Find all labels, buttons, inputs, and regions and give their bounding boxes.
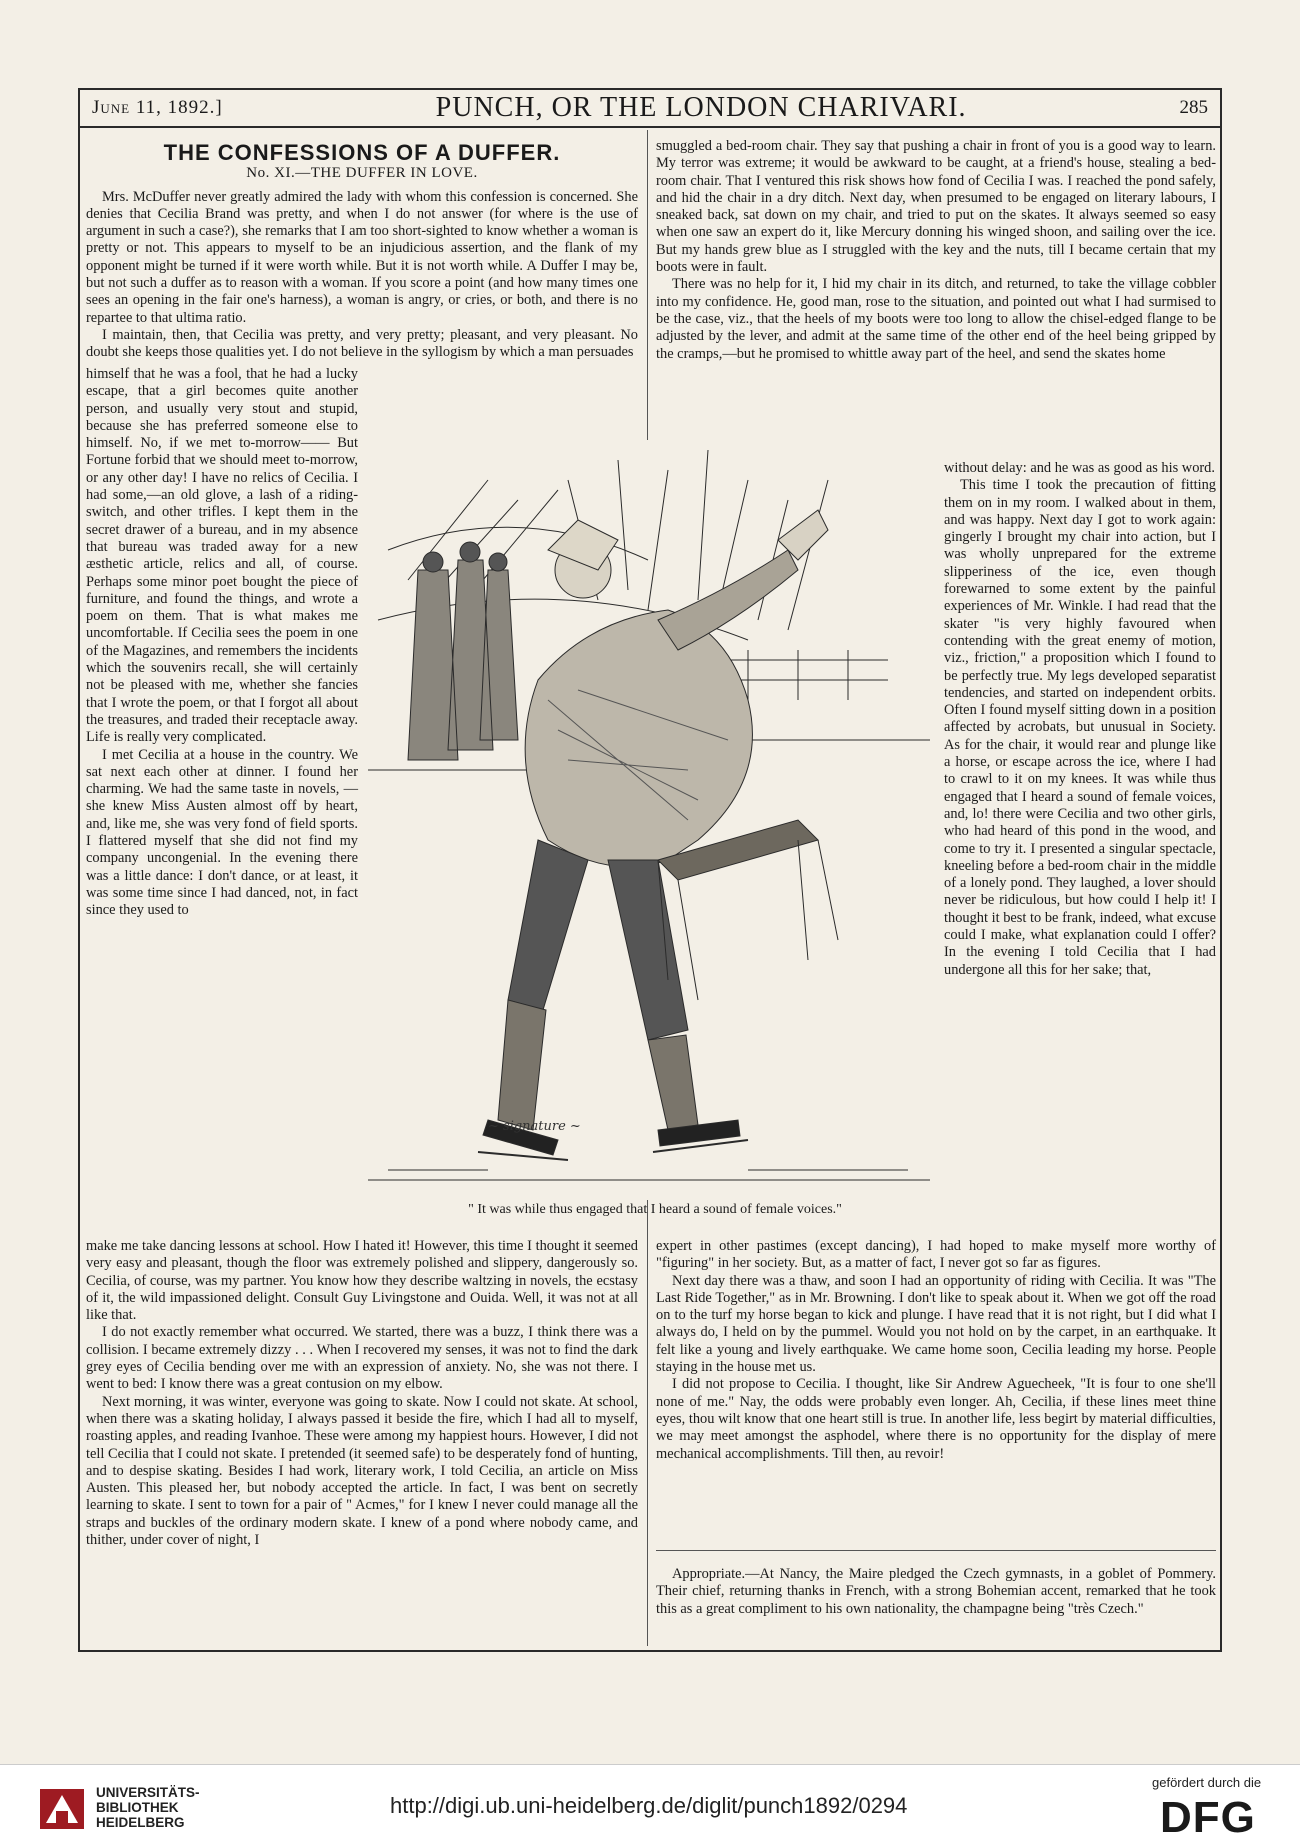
article-subtitle: No. XI.—THE DUFFER IN LOVE. <box>246 165 478 182</box>
engraving-image <box>368 440 930 1200</box>
paragraph: expert in other pastimes (except dancing), I had hoped to make myself more worthy of "figuring" in her society. But, as a matter of fact, I never got so far as figures. <box>656 1238 1216 1272</box>
artist-signature: ~ signature ~ <box>488 1119 581 1134</box>
article-column-2-narrow <box>944 460 1216 1238</box>
section-divider <box>656 1550 1216 1551</box>
article-column-2-top <box>656 138 1216 470</box>
article-column-1-top <box>86 138 638 366</box>
appropriate-note <box>656 1566 1216 1646</box>
article-column-1-bottom <box>86 1238 638 1646</box>
paragraph: I do not exactly remember what occurred. We started, there was a buzz, I think there was a collision. I became extremely dizzy . . . When I recovered my senses, it was not to find the dark grey eyes of Cecilia bending over me with an expression of anxiety. No, she was not there. I went to bed: I know there was a great contusion on my elbow. <box>86 1324 638 1393</box>
library-seal-icon <box>36 1785 88 1833</box>
paragraph: smuggled a bed-room chair. They say that pushing a chair in front of you is a good way to learn. My terror was extreme; it would be awkward to be caught, at a friend's house, stealing a bed-room chair. That I ventured this risk shows how fond of Cecilia I was. I reached the pond safely, and hid the chair in a dry ditch. Next day, when presumed to be engaged on literary labours, I sneaked back, sat down on my chair, and tried to put on the skates. It always seemed so easy when one saw an expert do it, like Mercury donning his winged shoon, and sailing over the ice. But my hands grew blue as I struggled with the key and the nuts, till I became certain that my boots were in fault. <box>656 138 1216 276</box>
illustration-caption: " It was while thus engaged that I heard a sound of female voices." <box>468 1202 842 1217</box>
paragraph: This time I took the precaution of fitting them on in my room. I walked about in them, and was happy. Next day I got to work again: gingerly I brought my chair into action, but I was wholly unprepared for the extreme slipperiness of the ice, even though forewarned to some extent by the painful experiences of Mr. Winkle. I had read that the skater "is very highly favoured when contending with the great enemy of motion, viz., friction," a proposition which I found to be perfectly true. My legs developed separatist tendencies, and started on independent orbits. Often I found myself sitting down in a position affected by acrobats, but unusual in Society. As for the chair, it would rear and plunge like a horse, or escape across the ice, where I had to crawl to it on my knees. It was while thus engaged that I heard a sound of female voices, and, lo! there were Cecilia and two other girls, who had heard of this pond in the wood, and come to try it. I presented a singular spectacle, kneeling before a bed-room chair in the middle of a lonely pond. They laughed, a lover should never be ridiculous, but how could I help it! I thought it best to be frank, indeed, what excuse could I make, what explanation could I offer? In the evening I told Cecilia that I had undergone all this for her sake; that, <box>944 477 1216 978</box>
article-column-1-narrow <box>86 366 358 1238</box>
paragraph: Mrs. McDuffer never greatly admired the lady with whom this confession is concerned. She denies that Cecilia Brand was pretty, and when I do not answer (for where is the use of argument in such a case?), she remarks that I am too short-sighted to know whether a woman is pretty or not. This appears to myself to be an injudicious assertion, and the flank of my opponent might be turned if it were worth while. But it is not worth while. A Duffer I may be, but not such a duffer as to reason with a woman. If you score a point (and how many times one sees an opening in the fair one's harness), a woman is angry, or cries, or both, and there is no repartee to that ultima ratio. <box>86 188 638 326</box>
paragraph: I met Cecilia at a house in the country. We sat next each other at dinner. I found her charming. We had the same taste in novels, —she knew Miss Austen almost off by heart, and, like me, she was very fond of field sports. I flattered myself that she did not find my company uncongenial. In the evening there was a little dance: I don't dance, or at least, it was some time since I had danced, not, in fact since they used to <box>86 746 358 919</box>
paragraph: There was no help for it, I hid my chair in its ditch, and returned, to take the village cobbler into my confidence. He, good man, rose to the situation, and pointed out what I had surmised to be the case, viz., that the heels of my boots were too long to allow the chisel-edged flange to be adjusted by the lever, and admit at the same time of the other end of the heel being gripped by the cramps,—but he promised to whittle away part of the heel, and send the skates home <box>656 276 1216 362</box>
paragraph: Next morning, it was winter, everyone was going to skate. Now I could not skate. At school, when there was a skating holiday, I always passed it beside the fire, which I had all to myself, roasting apples, and reading Ivanhoe. These were among my happiest hours. However, I did not tell Cecilia that I could not skate. I pretended (it seemed safe) to be desperately fond of hunting, and to despise skating. Besides I had work, literary work, I told Cecilia, an article on Miss Austen. This pleased her, but nobody accepted the article. In fact, I was bent on secretly learning to skate. I sent to town for a pair of " Acmes," for I knew I never could manage all the straps and buckles of the ordinary modern skate. I knew of a pond where nobody came, and thither, under cover of night, I <box>86 1393 638 1549</box>
header-page-number: 285 <box>1179 97 1208 118</box>
header-date: June 11, 1892.] <box>92 97 223 118</box>
paragraph: Next day there was a thaw, and soon I had an opportunity of riding with Cecilia. It was "The Last Ride Together," as in Mr. Browning. I don't like to speak about it. When we got off the road on to the turf my horse began to kick and plunge. I have read that it is not right, but I did what I always do, I held on by the pummel. Would you not hold on by the carpet, in an earthquake. It felt like a young and lively earthquake. We came home soon, Cecilia leading my horse. People staying in the house met us. <box>656 1272 1216 1376</box>
article-column-2-bottom <box>656 1238 1216 1462</box>
dfg-logo: DFG <box>1160 1793 1256 1842</box>
paragraph: Appropriate.—At Nancy, the Maire pledged the Czech gymnasts, in a goblet of Pommery. Their chief, returning thanks in French, with a strong Bohemian accent, remarked that he took this as a great compliment to his own nationality, the champagne being "très Czech." <box>656 1566 1216 1617</box>
paragraph: make me take dancing lessons at school. How I hated it! However, this time I thought it seemed very easy and pleasant, though the floor was extremely polished and slippery, dangerously so. Cecilia, of course, was my partner. You know how they describe waltzing in novels, the ecstasy of it, the wild impassioned delight. Consult Guy Livingstone and Ouida. Well, it was not at all like that. <box>86 1238 638 1324</box>
paragraph: I did not propose to Cecilia. I thought, like Sir Andrew Aguecheek, "It is four to one she'll none of me." Nay, the odds were probably even longer. Ah, Cecilia, if these lines meet thine eyes, thou wilt know that one heart still is true. In another life, less begirt by material difficulties, we may meet amongst the asphodel, where there is no opportunity for the display of mere mechanical accomplishments. Till then, au revoir! <box>656 1376 1216 1462</box>
funding-label: gefördert durch die <box>1152 1775 1262 1790</box>
header-title: PUNCH, OR THE LONDON CHARIVARI. <box>435 92 967 123</box>
paragraph: I maintain, then, that Cecilia was pretty, and very pretty; pleasant, and very pleasant. No doubt she keeps those qualities yet. I do not believe in the syllogism by which a man persuades <box>86 326 638 361</box>
skating-illustration <box>368 440 930 1200</box>
digital-library-link[interactable]: http://digi.ub.uni-heidelberg.de/diglit/punch1892/0294 <box>390 1793 908 1818</box>
library-footer <box>0 1764 1300 1847</box>
library-name: UNIVERSITÄTS- BIBLIOTHEK HEIDELBERG <box>96 1785 200 1830</box>
article-title: THE CONFESSIONS OF A DUFFER. <box>163 140 561 165</box>
paragraph: without delay: and he was as good as his word. <box>944 460 1215 476</box>
paragraph: himself that he was a fool, that he had a lucky escape, that a girl becomes quite another person, and usually very stout and stupid, because she has preferred someone else to himself. No, if we met to-morrow—— But Fortune forbid that we should meet to-morrow, or any other day! I have no relics of Cecilia. I had some,—an old glove, a lash of a riding-switch, and other trifles. I kept them in the secret drawer of a bureau, and in my absence that bureau was traded away for a new æsthetic article, relics and all, of course. Perhaps some minor poet bought the piece of furniture, and found the things, and wrote a poem on them. That is what makes me uncomfortable. If Cecilia sees the poem in one of the Magazines, and remembers the incidents which the souvenirs recall, she will certainly not be pleased with me, whether she fancies that I wrote the poem, or that I forgot all about the treasures, and traded their receptacle away. Life is really very complicated. <box>86 366 358 746</box>
